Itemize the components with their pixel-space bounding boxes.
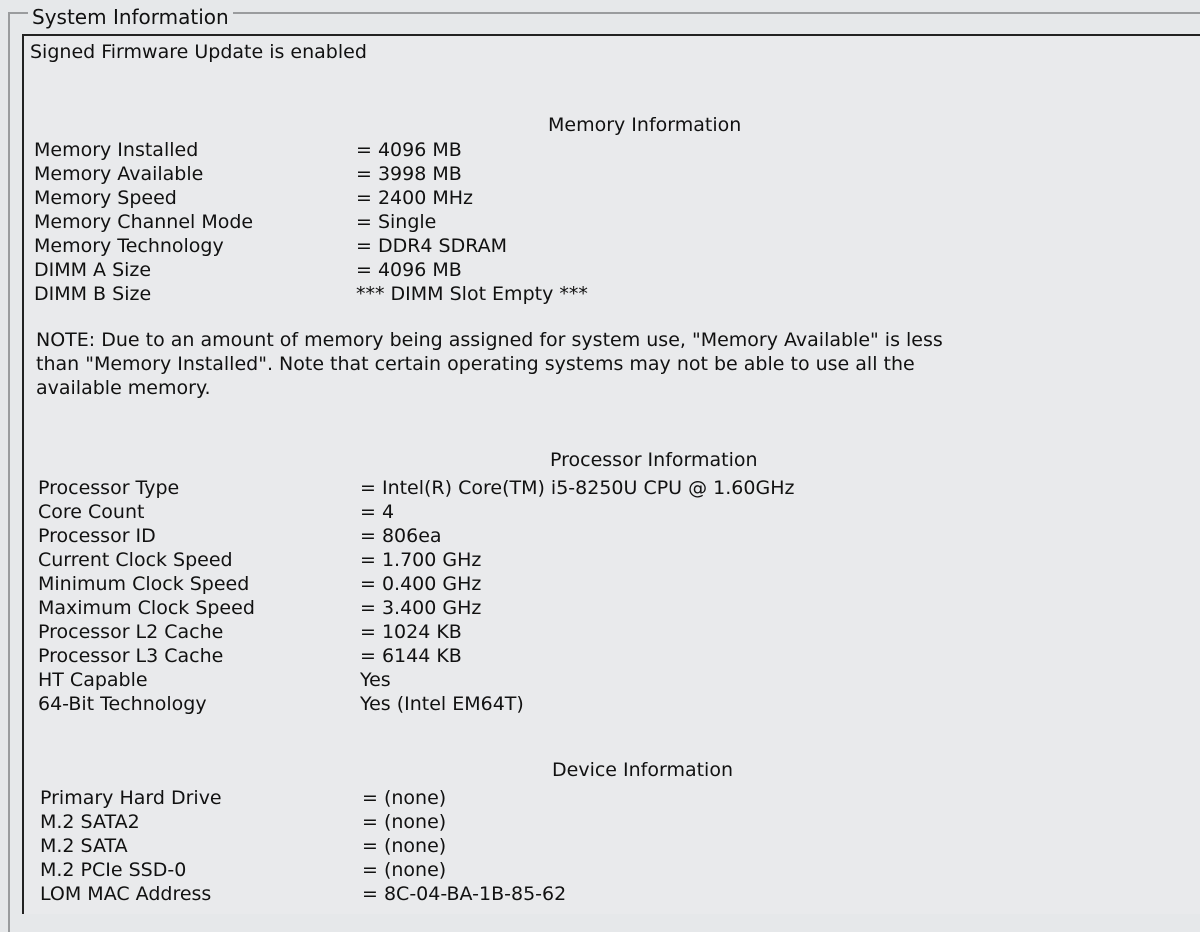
row-value: = 806ea: [360, 525, 442, 547]
row-label: Minimum Clock Speed: [38, 573, 250, 595]
row-label: Processor ID: [38, 525, 156, 547]
row-label: Memory Installed: [34, 139, 199, 161]
row-value: *** DIMM Slot Empty ***: [356, 283, 588, 305]
groupbox-title: System Information: [28, 6, 233, 28]
row-value: = 4096 MB: [356, 139, 462, 161]
row-label: Memory Speed: [34, 187, 177, 209]
row-value: = 3998 MB: [356, 163, 462, 185]
row-value: = 2400 MHz: [356, 187, 474, 209]
row-value: = (none): [362, 859, 447, 881]
row-label: LOM MAC Address: [40, 883, 212, 905]
firmware-status: Signed Firmware Update is enabled: [30, 41, 367, 63]
row-value: = (none): [362, 835, 447, 857]
row-label: Memory Available: [34, 163, 204, 185]
note-line: NOTE: Due to an amount of memory being assigned for system use, "Memory Available" is less: [36, 329, 943, 351]
row-label: M.2 SATA2: [40, 811, 140, 833]
row-value: Yes (Intel EM64T): [360, 693, 524, 715]
row-label: Processor Type: [38, 477, 180, 499]
row-label: Processor L3 Cache: [38, 645, 224, 667]
processor-heading: Processor Information: [550, 449, 758, 471]
row-value: = 4: [360, 501, 395, 523]
row-value: = 1.700 GHz: [360, 549, 482, 571]
row-label: DIMM A Size: [34, 259, 152, 281]
memory-heading: Memory Information: [548, 114, 742, 136]
row-value: = Single: [356, 211, 437, 233]
row-value: = 0.400 GHz: [360, 573, 482, 595]
row-value: = (none): [362, 811, 447, 833]
row-value: = 8C-04-BA-1B-85-62: [362, 883, 567, 905]
row-value: = 1024 KB: [360, 621, 462, 643]
row-label: 64-Bit Technology: [38, 693, 207, 715]
row-label: Memory Channel Mode: [34, 211, 254, 233]
row-value: = 4096 MB: [356, 259, 462, 281]
row-value: = 3.400 GHz: [360, 597, 482, 619]
row-value: = 6144 KB: [360, 645, 462, 667]
row-label: Processor L2 Cache: [38, 621, 224, 643]
row-value: = DDR4 SDRAM: [356, 235, 508, 257]
row-label: Maximum Clock Speed: [38, 597, 255, 619]
device-heading: Device Information: [552, 759, 734, 781]
note-line: than "Memory Installed". Note that certain operating systems may not be able to use all the: [36, 353, 915, 375]
row-label: HT Capable: [38, 669, 148, 691]
memory-note: [36, 328, 1156, 400]
row-label: Core Count: [38, 501, 145, 523]
row-label: M.2 PCIe SSD-0: [40, 859, 187, 881]
row-label: Memory Technology: [34, 235, 224, 257]
row-label: DIMM B Size: [34, 283, 152, 305]
row-value: = Intel(R) Core(TM) i5-8250U CPU @ 1.60GHz: [360, 477, 795, 499]
row-value: = (none): [362, 787, 447, 809]
system-information-panel: [22, 34, 1200, 914]
row-label: M.2 SATA: [40, 835, 128, 857]
note-line: available memory.: [36, 377, 211, 399]
row-label: Primary Hard Drive: [40, 787, 222, 809]
row-label: Current Clock Speed: [38, 549, 233, 571]
row-value: Yes: [360, 669, 391, 691]
